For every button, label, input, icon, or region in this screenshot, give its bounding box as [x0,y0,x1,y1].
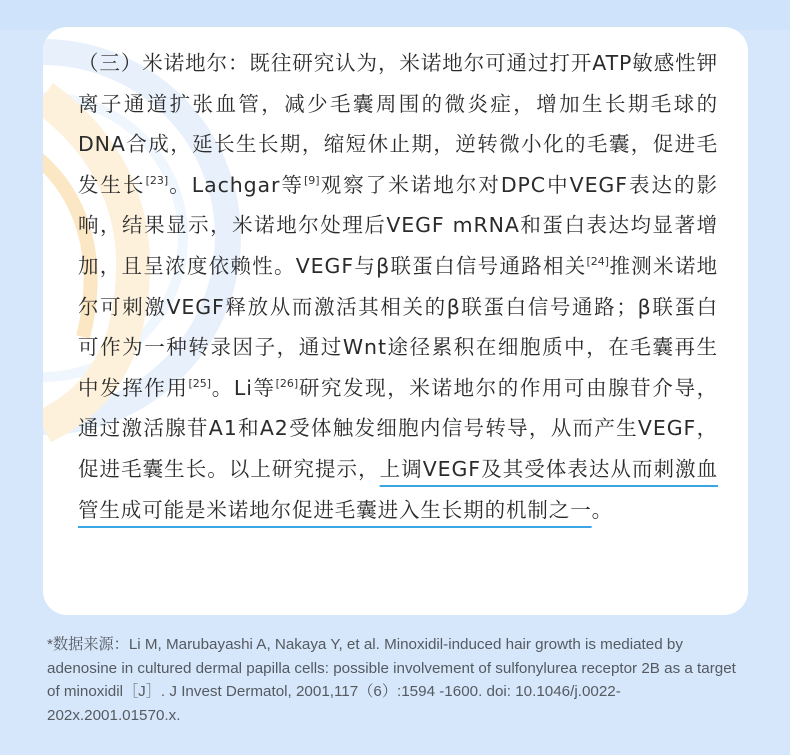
citation-23: [23] [145,173,169,187]
citation-24: [24] [586,255,610,269]
highlighted-conclusion: 上调VEGF及其受体表达从而刺激血管生成可能是米诺地尔促进毛囊进入生长期的机制之一 [78,456,719,522]
content-card [43,27,748,615]
text-segment: 。 [591,497,614,522]
text-segment: 观察了米诺地尔对DPC中VEGF表达的影响，结果显示，米诺地尔处理后VEGF mRNA和蛋白表达均显著增加，且呈浓度依赖性。VEGF与β联蛋白信号通路相关 [78,172,718,278]
text-segment: 研究发现，米诺地尔的作用可由腺苷介导，通过激活腺苷A1和A2受体触发细胞内信号转导，从而产生VEGF，促进毛囊生长。以上研究提示， [78,375,718,481]
citation-9: [9] [303,173,320,187]
top-strip [0,0,790,30]
text-segment: （三）米诺地尔：既往研究认为，米诺地尔可通过打开ATP敏感性钾离子通道扩张血管，减少毛囊周围的微炎症，增加生长期毛球的DNA合成，延长生长期，缩短休止期，逆转微小化的毛囊，促进毛发生长 [78,51,718,197]
citation-26: [26] [275,376,299,390]
text-segment: 。Lachgar等 [168,172,304,197]
body-paragraph [78,43,718,530]
source-footnote: *数据来源：Li M, Marubayashi A, Nakaya Y, et al. Minoxidil-induced hair growth is mediated by adenosine in cultured dermal papilla cells: possible involvement of sulfonylurea receptor 2B as a target of minoxidil［J］. J Invest Dermatol, 2001,117（6）:1594 -1600. doi: 10.1046/j.0022-202x.2001.01570.x. [47,636,736,724]
text-segment: 推测米诺地尔可刺激VEGF释放从而激活其相关的β联蛋白信号通路；β联蛋白可作为一种转录因子，通过Wnt途径累积在细胞质中，在毛囊再生中发挥作用 [78,253,718,400]
citation-25: [25] [188,376,212,390]
text-segment: 。Li等 [211,375,276,400]
